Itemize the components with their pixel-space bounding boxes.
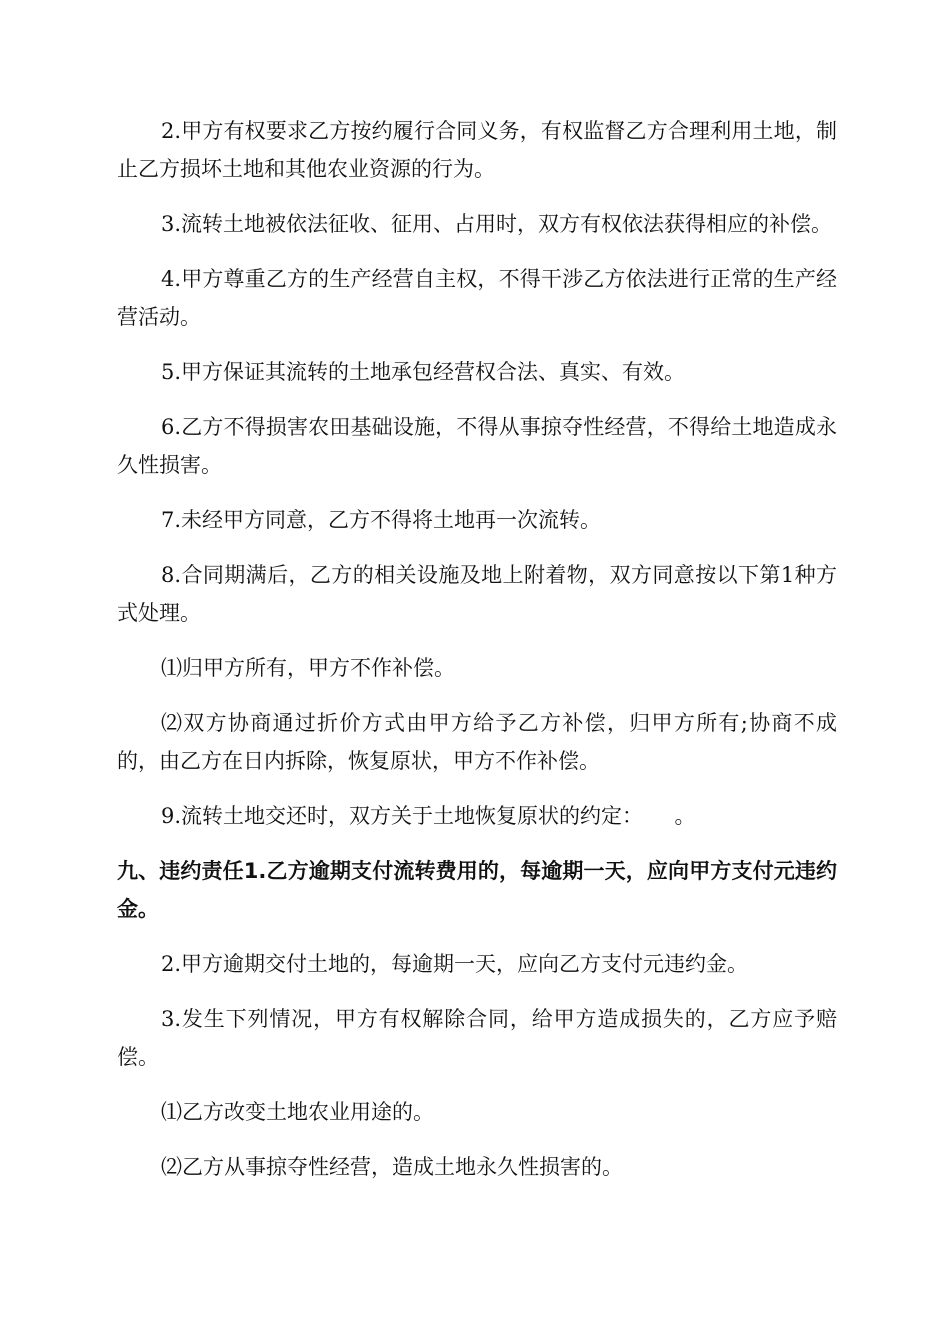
paragraph: 3.发生下列情况，甲方有权解除合同，给甲方造成损失的，乙方应予赔偿。 bbox=[117, 1007, 837, 1069]
paragraph: ⑴乙方改变土地农业用途的。 bbox=[161, 1100, 434, 1124]
paragraph: 6.乙方不得损害农田基础设施，不得从事掠夺性经营，不得给土地造成永久性损害。 bbox=[117, 415, 837, 477]
paragraph: 3.流转土地被依法征收、征用、占用时，双方有权依法获得相应的补偿。 bbox=[161, 212, 833, 236]
document-body bbox=[117, 112, 837, 1203]
section-heading-breach-liability: 九、违约责任1.乙方逾期支付流转费用的，每逾期一天，应向甲方支付元违约金。 bbox=[117, 859, 837, 921]
paragraph: 5.甲方保证其流转的土地承包经营权合法、真实、有效。 bbox=[161, 360, 686, 384]
paragraph: ⑵双方协商通过折价方式由甲方给予乙方补偿，归甲方所有;协商不成的，由乙方在日内拆除，恢复原状，甲方不作补偿。 bbox=[117, 711, 837, 773]
paragraph: 2.甲方有权要求乙方按约履行合同义务，有权监督乙方合理利用土地，制止乙方损坏土地和其他农业资源的行为。 bbox=[117, 119, 837, 181]
paragraph: ⑵乙方从事掠夺性经营，造成土地永久性损害的。 bbox=[161, 1155, 623, 1179]
paragraph: 7.未经甲方同意，乙方不得将土地再一次流转。 bbox=[161, 508, 602, 532]
paragraph: 8.合同期满后，乙方的相关设施及地上附着物，双方同意按以下第1种方式处理。 bbox=[117, 563, 837, 625]
paragraph: 2.甲方逾期交付土地的，每逾期一天，应向乙方支付元违约金。 bbox=[161, 952, 749, 976]
paragraph: 4.甲方尊重乙方的生产经营自主权，不得干涉乙方依法进行正常的生产经营活动。 bbox=[117, 267, 837, 329]
paragraph: ⑴归甲方所有，甲方不作补偿。 bbox=[161, 656, 455, 680]
paragraph: 9.流转土地交还时，双方关于土地恢复原状的约定： 。 bbox=[161, 804, 696, 828]
